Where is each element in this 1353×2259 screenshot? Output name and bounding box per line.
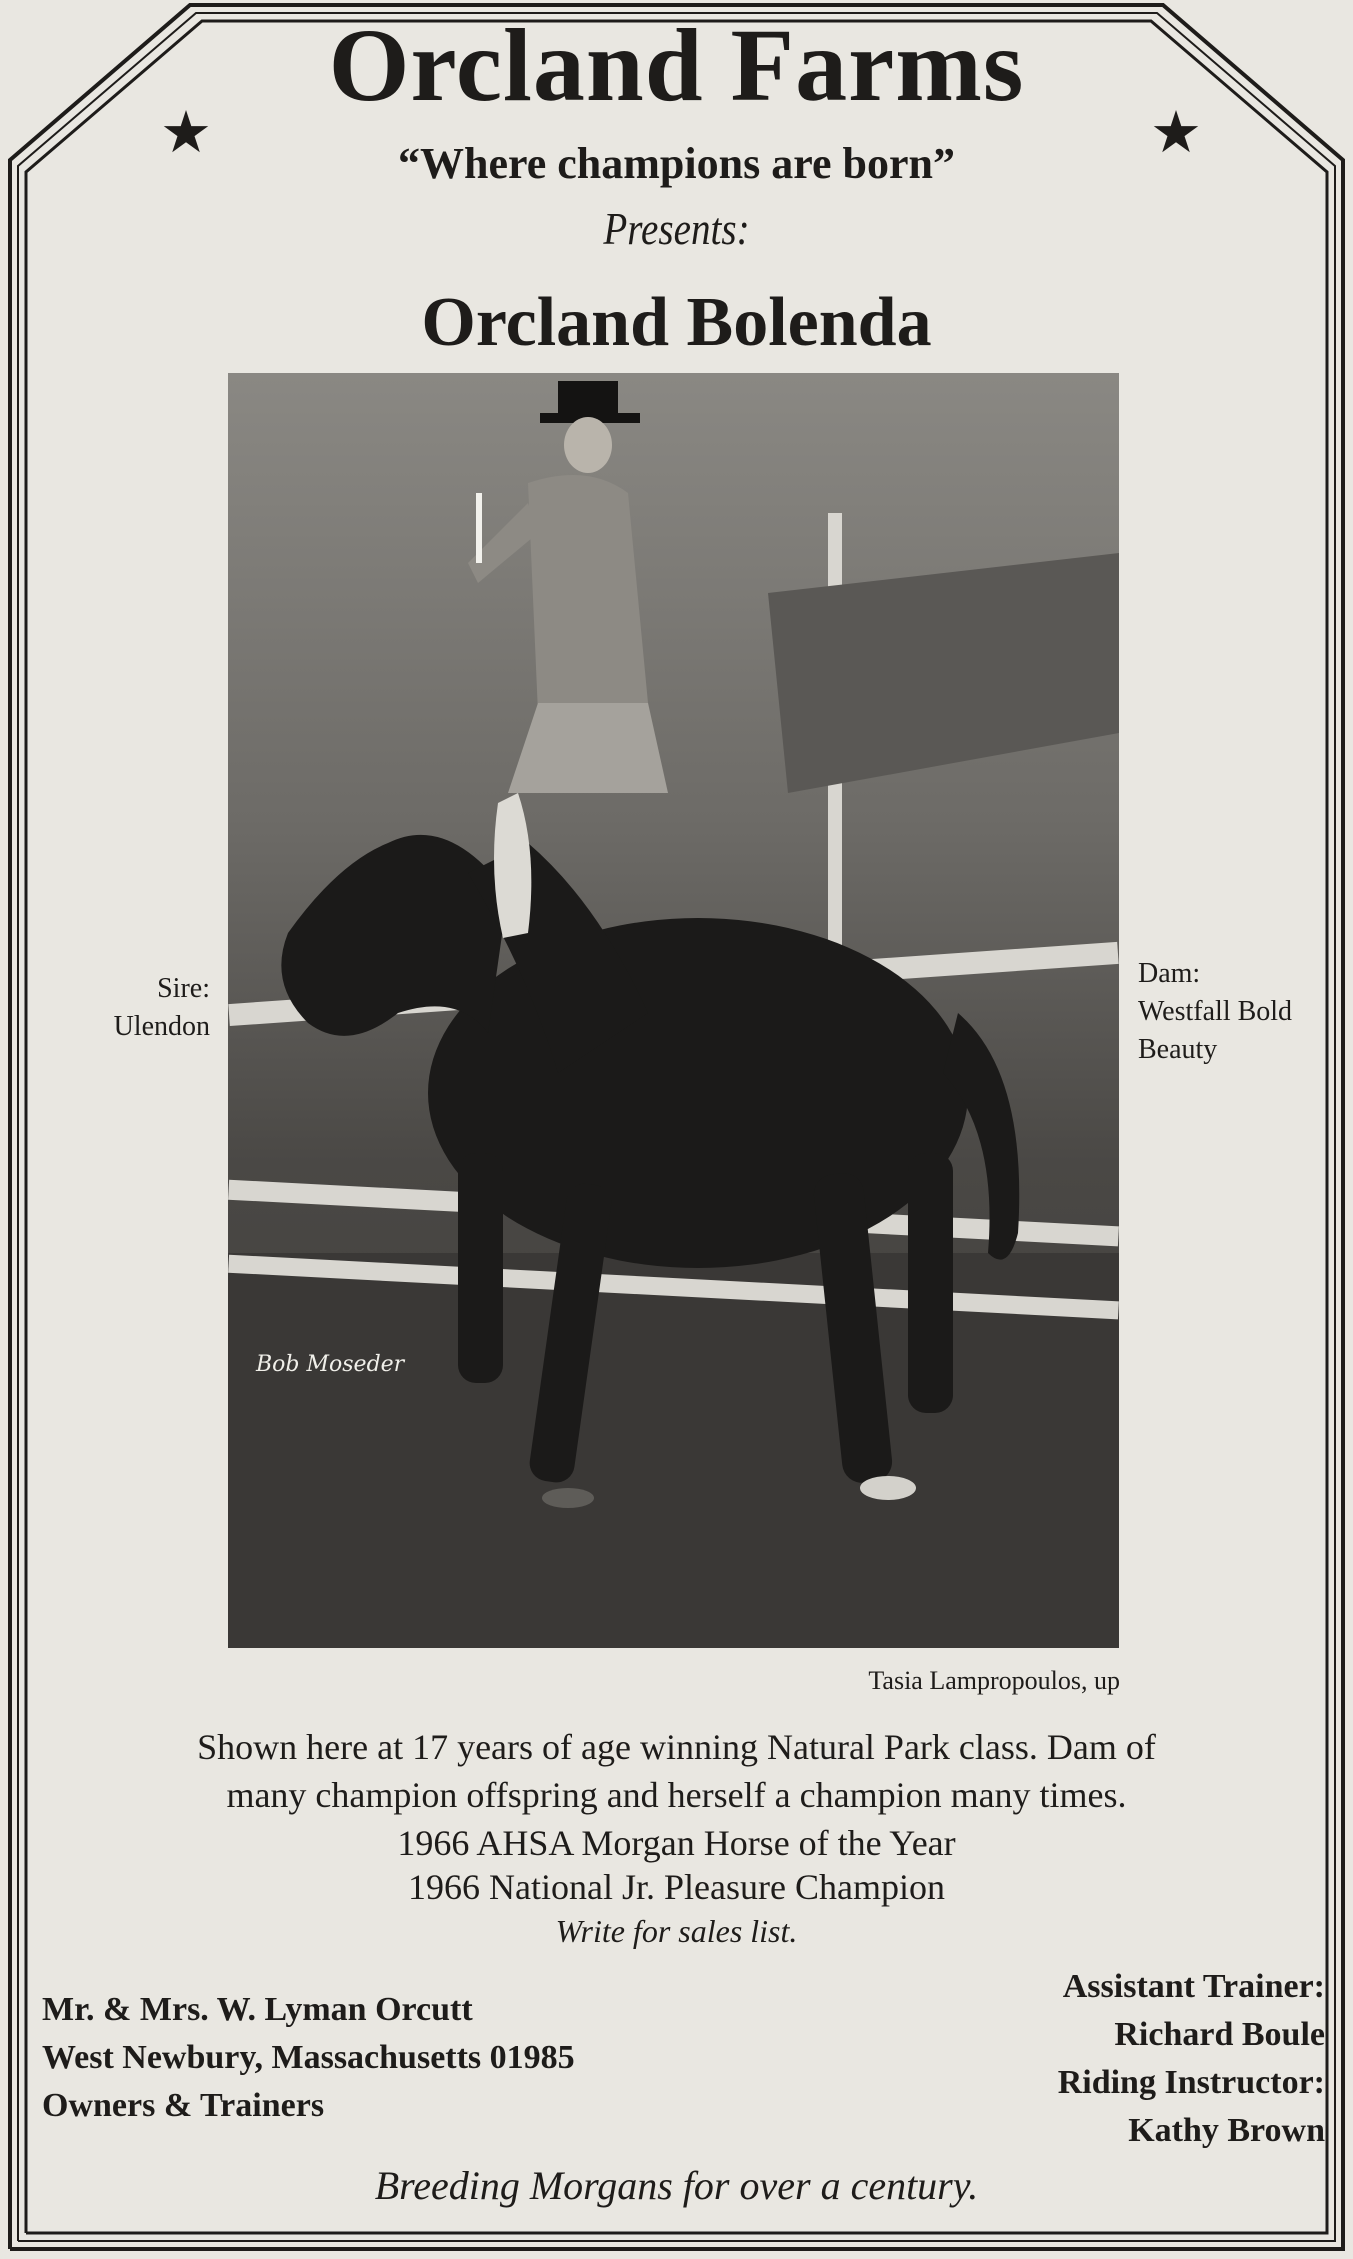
rider-caption: Tasia Lampropoulos, up (868, 1666, 1120, 1695)
assistant-trainer-name: Richard Boule (1114, 2016, 1325, 2053)
farm-title: Orcland Farms (328, 8, 1025, 123)
horse-name: Orcland Bolenda (421, 284, 932, 361)
description-line: many champion offspring and herself a champion many times. (226, 1775, 1127, 1815)
dam-name-line2: Beauty (1138, 1034, 1218, 1065)
star-left-icon: ★ (160, 100, 212, 165)
owner-role: Owners & Trainers (42, 2087, 325, 2124)
horse-and-rider-illustration (228, 373, 1119, 1648)
star-right-icon: ★ (1150, 100, 1202, 165)
owner-names: Mr. & Mrs. W. Lyman Orcutt (42, 1991, 473, 2028)
award-line: 1966 AHSA Morgan Horse of the Year (397, 1823, 956, 1863)
sire-name: Ulendon (113, 1011, 210, 1042)
presents-label: Presents: (603, 203, 750, 254)
owner-address: West Newbury, Massachusetts 01985 (42, 2039, 575, 2076)
dam-label: Dam: (1138, 958, 1201, 989)
description-line: Shown here at 17 years of age winning Natural Park class. Dam of (197, 1727, 1156, 1767)
award-line: 1966 National Jr. Pleasure Champion (408, 1867, 945, 1907)
footer-slogan: Breeding Morgans for over a century. (374, 2163, 979, 2208)
photographer-credit: Bob Moseder (256, 1352, 405, 1377)
riding-instructor-name: Kathy Brown (1128, 2112, 1325, 2149)
horse-photo (228, 373, 1119, 1648)
sire-label: Sire: (157, 973, 210, 1004)
assistant-trainer-label: Assistant Trainer: (1062, 1968, 1325, 2005)
sales-list-note: Write for sales list. (555, 1913, 798, 1949)
riding-instructor-label: Riding Instructor: (1057, 2064, 1325, 2101)
tagline: “Where champions are born” (398, 139, 955, 188)
dam-name-line1: Westfall Bold (1138, 996, 1293, 1027)
